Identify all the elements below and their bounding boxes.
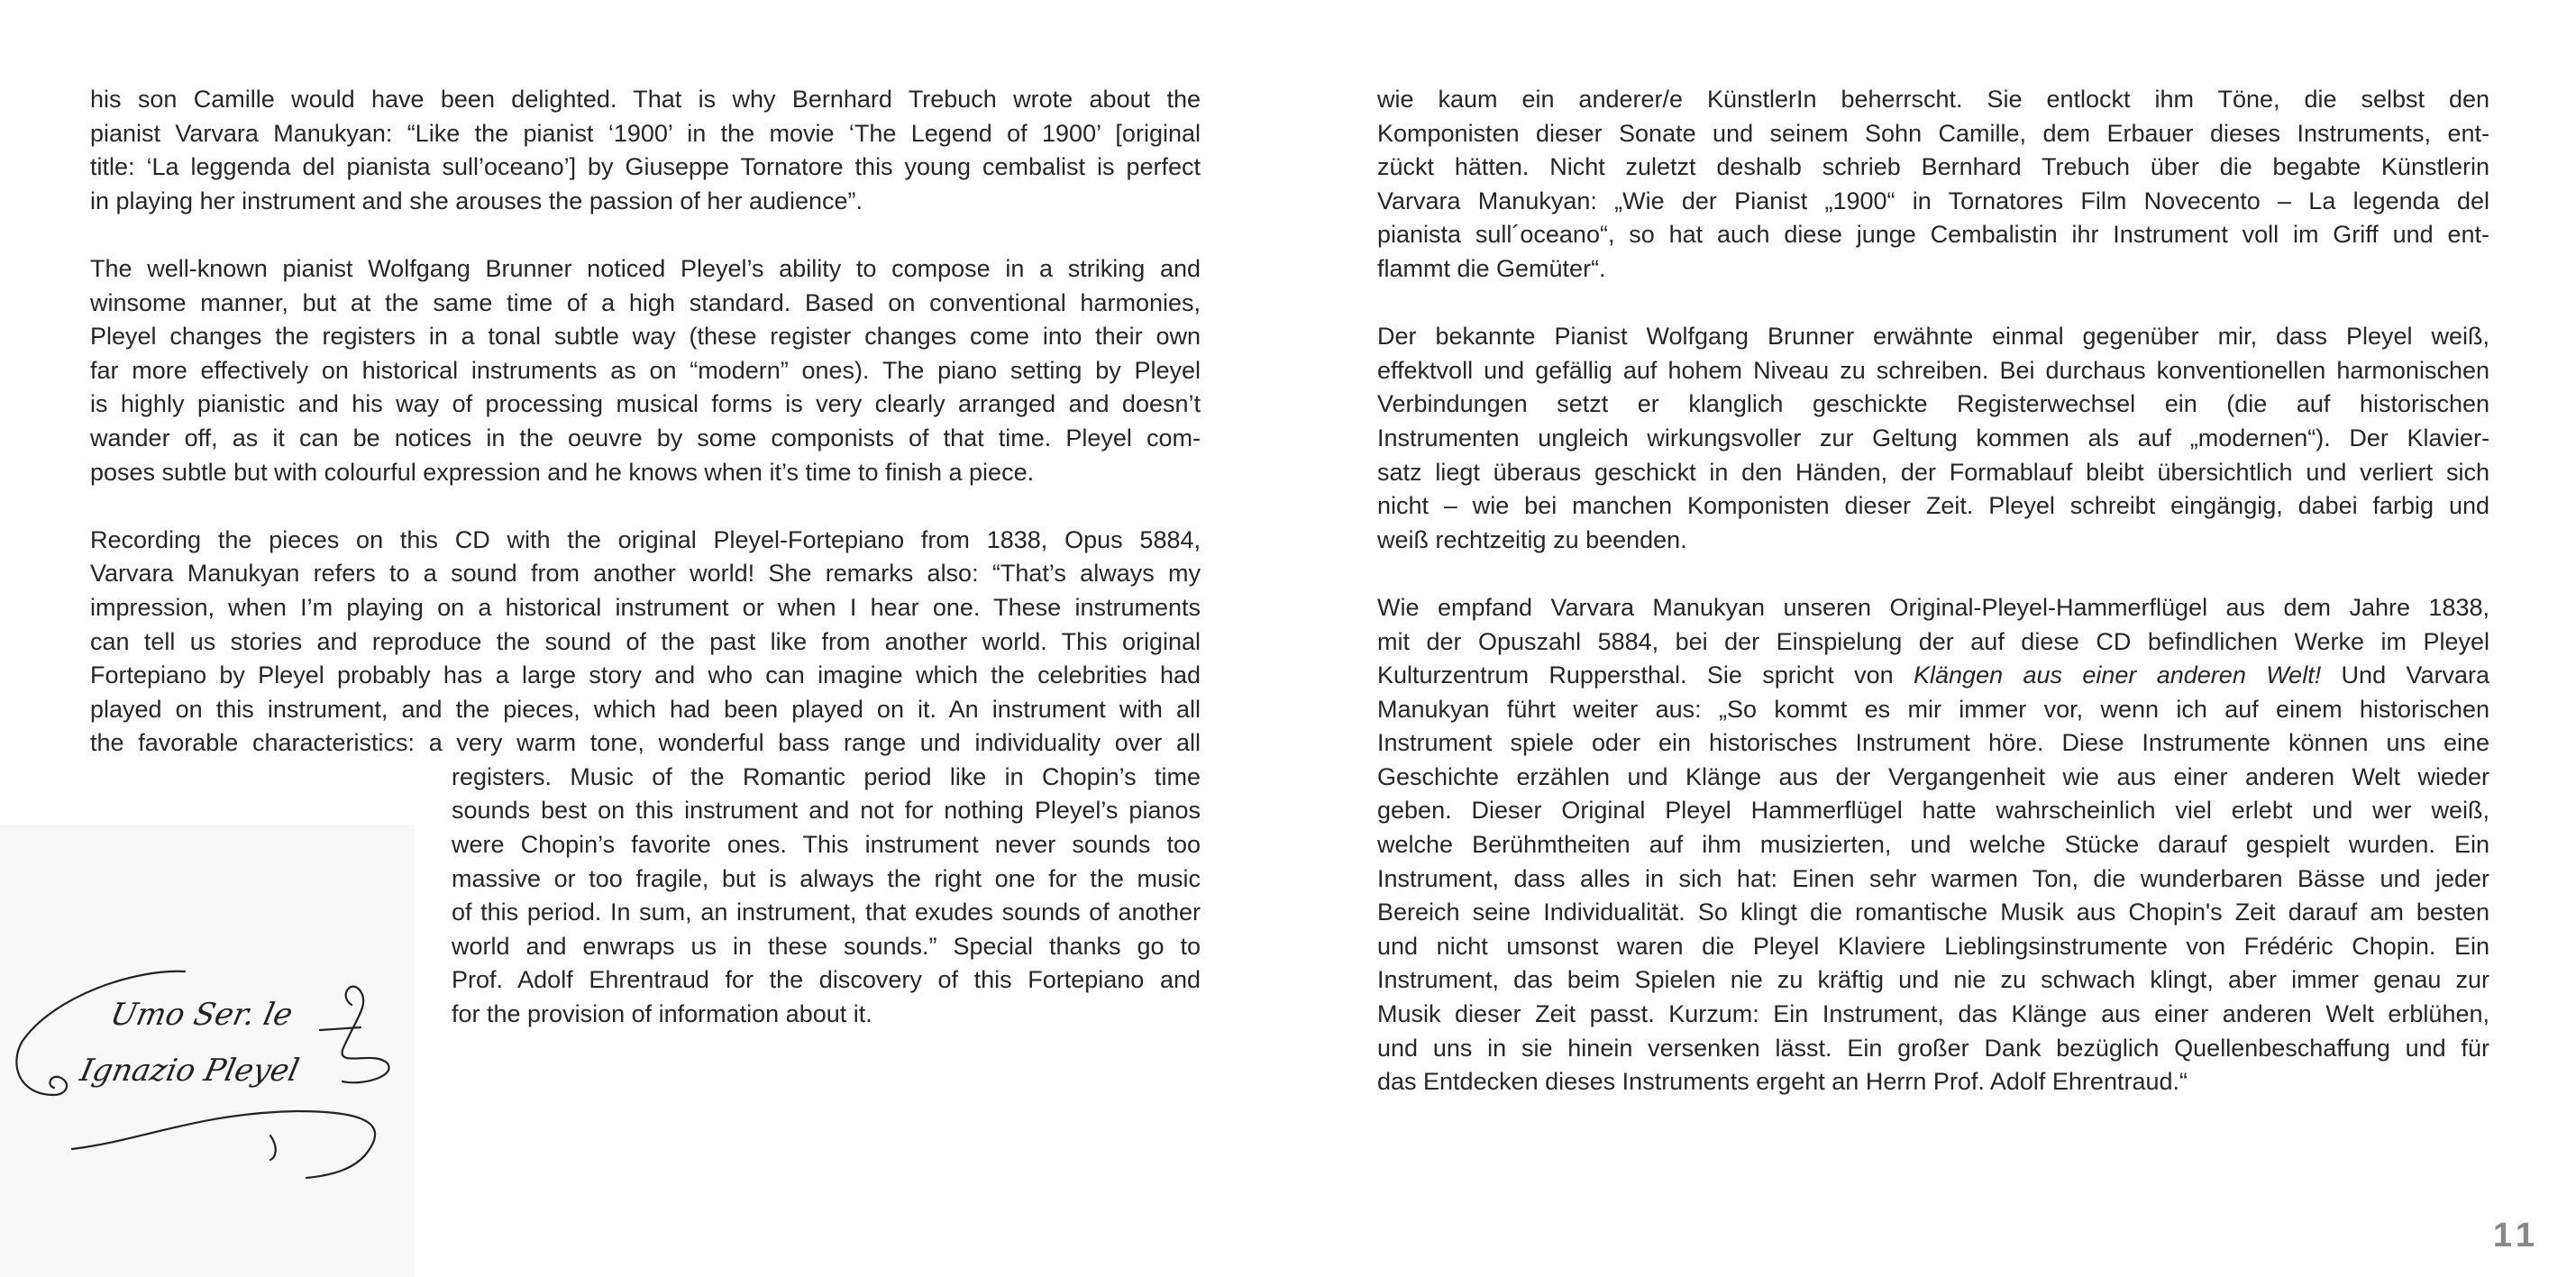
text-line: played on this instrument, and the pieces, which had been played on it. An instrument with all xyxy=(90,695,1201,723)
text-line: poses subtle but with colourful expression and he knows when it’s time to finish a piece. xyxy=(90,458,1035,486)
signature-text: Umo Ser. le Ignazio Pleyel xyxy=(77,997,303,1089)
text-line: impression, when I’m playing on a historical instrument or when I hear one. These instruments xyxy=(90,593,1201,621)
text-line: Recording the pieces on this CD with the original Pleyel-Fortepiano from 1838, Opus 5884, xyxy=(90,525,1201,553)
text-line: geben. Dieser Original Pleyel Hammerflügel hatte wahrscheinlich viel erlebt und wer weiß, xyxy=(1377,797,2489,825)
text-line: Instrument, dass alles in sich hat: Einen sehr warmen Ton, die wunderbaren Bässe und jeder xyxy=(1377,864,2489,892)
text-line: the favorable characteristics: a very warm tone, wonderful bass range und individuality over all xyxy=(90,729,1201,757)
text-line: Komponisten dieser Sonate und seinem Sohn Camille, dem Erbauer dieses Instruments, ent- xyxy=(1377,119,2489,147)
text-line: wander off, as it can be notices in the oeuvre by some componists of that time. Pleyel com- xyxy=(90,424,1201,452)
text-line: und uns in sie hinein versenken lässt. Ein großer Dank bezüglich Quellenbeschaffung und für xyxy=(1377,1034,2489,1062)
text-line: Fortepiano by Pleyel probably has a large story and who can imagine which the celebrities had xyxy=(90,661,1201,689)
text-line: title: ‘La leggenda del pianista sull’oceano’] by Giuseppe Tornatore this young cembalist is perfect xyxy=(90,153,1201,181)
text-line: effektvoll und gefällig auf hohem Niveau zu schreiben. Bei durchaus konventionellen harmonischen xyxy=(1377,356,2489,384)
text-line: Instrumenten ungleich wirkungsvoller zur Geltung kommen als auf „modernen“). Der Klavier- xyxy=(1377,424,2489,452)
text-line: Kulturzentrum Ruppersthal. Sie spricht von Klängen aus einer anderen Welt! Und Varvara xyxy=(1377,661,2489,689)
text-line: das Entdecken dieses Instruments ergeht an Herrn Prof. Adolf Ehrentraud.“ xyxy=(1377,1068,2188,1096)
text-line: for the provision of information about it. xyxy=(452,1000,872,1028)
text-line: satz liegt überaus geschickt in den Händen, der Formablauf bleibt übersichtlich und verliert sich xyxy=(1377,458,2489,486)
text-line: zückt hätten. Nicht zuletzt deshalb schrieb Bernhard Trebuch über die begabte Künstlerin xyxy=(1377,153,2489,181)
text-line: winsome manner, but at the same time of a high standard. Based on conventional harmonies, xyxy=(90,288,1201,316)
text-line: weiß rechtzeitig zu beenden. xyxy=(1377,525,1687,553)
text-line: sounds best on this instrument and not for nothing Pleyel’s pianos xyxy=(452,797,1201,825)
text-line: Varvara Manukyan refers to a sound from another world! She remarks also: “That’s always my xyxy=(90,560,1201,588)
text-line: Varvara Manukyan: „Wie der Pianist „1900“ in Tornatores Film Novecento – La legenda del xyxy=(1377,187,2489,214)
paragraph xyxy=(1377,83,2489,287)
text-line: Musik dieser Zeit passt. Kurzum: Ein Instrument, das Klänge aus einer anderen Welt erblühen, xyxy=(1377,1000,2489,1028)
text-line: welche Berühmtheiten auf ihm musizierten, und welche Stücke darauf gespielt wurden. Ein xyxy=(1377,831,2489,859)
text-line: mit der Opuszahl 5884, bei der Einspielung der auf diese CD befindlichen Werke im Pleyel xyxy=(1377,627,2489,655)
text-line: Verbindungen setzt er klanglich geschickte Registerwechsel ein (die auf historischen xyxy=(1377,390,2489,418)
text-line: registers. Music of the Romantic period like in Chopin’s time xyxy=(452,762,1201,790)
page-number: 11 xyxy=(2492,1217,2540,1254)
text-line: in playing her instrument and she arouses the passion of her audience”. xyxy=(90,187,863,214)
text-line: world and enwraps us in these sounds.” Special thanks go to xyxy=(452,932,1201,960)
text-line: Bereich seine Individualität. So klingt die romantische Musik aus Chopin's Zeit darauf am besten xyxy=(1377,898,2489,926)
text-line: Pleyel changes the registers in a tonal subtle way (these register changes come into their own xyxy=(90,323,1201,351)
text-line: far more effectively on historical instruments as on “modern” ones). The piano setting by Pleyel xyxy=(90,356,1201,384)
text-line: Der bekannte Pianist Wolfgang Brunner erwähnte einmal gegenüber mir, dass Pleyel weiß, xyxy=(1377,323,2489,351)
text-line: his son Camille would have been delighted. That is why Bernhard Trebuch wrote about the xyxy=(90,86,1201,113)
right-column-german-text xyxy=(1377,83,2489,1099)
text-line: Wie empfand Varvara Manukyan unseren Original-Pleyel-Hammerflügel aus dem Jahre 1838, xyxy=(1377,593,2489,621)
text-line: pianist Varvara Manukyan: “Like the pianist ‘1900’ in the movie ‘The Legend of 1900’ [original xyxy=(90,119,1201,147)
text-line: is highly pianistic and his way of processing musical forms is very clearly arranged and doesn’t xyxy=(90,390,1201,418)
text-line: can tell us stories and reproduce the sound of the past like from another world. This original xyxy=(90,627,1201,655)
text-line: nicht – wie bei manchen Komponisten dieser Zeit. Pleyel schreibt eingängig, dabei farbig und xyxy=(1377,492,2489,520)
text-line: Geschichte erzählen und Klänge aus der Vergangenheit wie aus einer anderen Welt wieder xyxy=(1377,762,2489,790)
paragraph xyxy=(1377,320,2489,557)
text-line: und nicht umsonst waren die Pleyel Klaviere Lieblingsinstrumente von Frédéric Chopin. Ein xyxy=(1377,932,2489,960)
signature-image-pleyel xyxy=(0,825,415,1277)
text-line: wie kaum ein anderer/e KünstlerIn beherrscht. Sie entlockt ihm Töne, die selbst den xyxy=(1377,86,2489,113)
paragraph xyxy=(1377,591,2489,1099)
italic-text: Klängen aus einer anderen Welt! xyxy=(1914,661,2322,689)
text-line: were Chopin’s favorite ones. This instrument never sounds too xyxy=(452,831,1201,859)
text-line: pianista sull´oceano“, so hat auch diese junge Cembalistin ihr Instrument voll im Griff und ent- xyxy=(1377,221,2489,249)
text-line: massive or too fragile, but is always the right one for the music xyxy=(452,864,1201,892)
text-line: Manukyan führt weiter aus: „So kommt es mir immer vor, wenn ich auf einem historischen xyxy=(1377,695,2489,723)
text-line: The well-known pianist Wolfgang Brunner noticed Pleyel’s ability to compose in a striking and xyxy=(90,254,1201,282)
paragraph xyxy=(90,252,1201,489)
text-line: Instrument spiele oder ein historisches Instrument höre. Diese Instrumente können uns eine xyxy=(1377,729,2489,757)
text-line: flammt die Gemüter“. xyxy=(1377,254,1606,282)
text-line: Prof. Adolf Ehrentraud for the discovery of this Fortepiano and xyxy=(452,966,1201,994)
text-line: of this period. In sum, an instrument, that exudes sounds of another xyxy=(452,898,1201,926)
text-line: Instrument, das beim Spielen nie zu kräftig und nie zu schwach klingt, aber immer genau zur xyxy=(1377,966,2489,994)
paragraph xyxy=(90,83,1201,218)
